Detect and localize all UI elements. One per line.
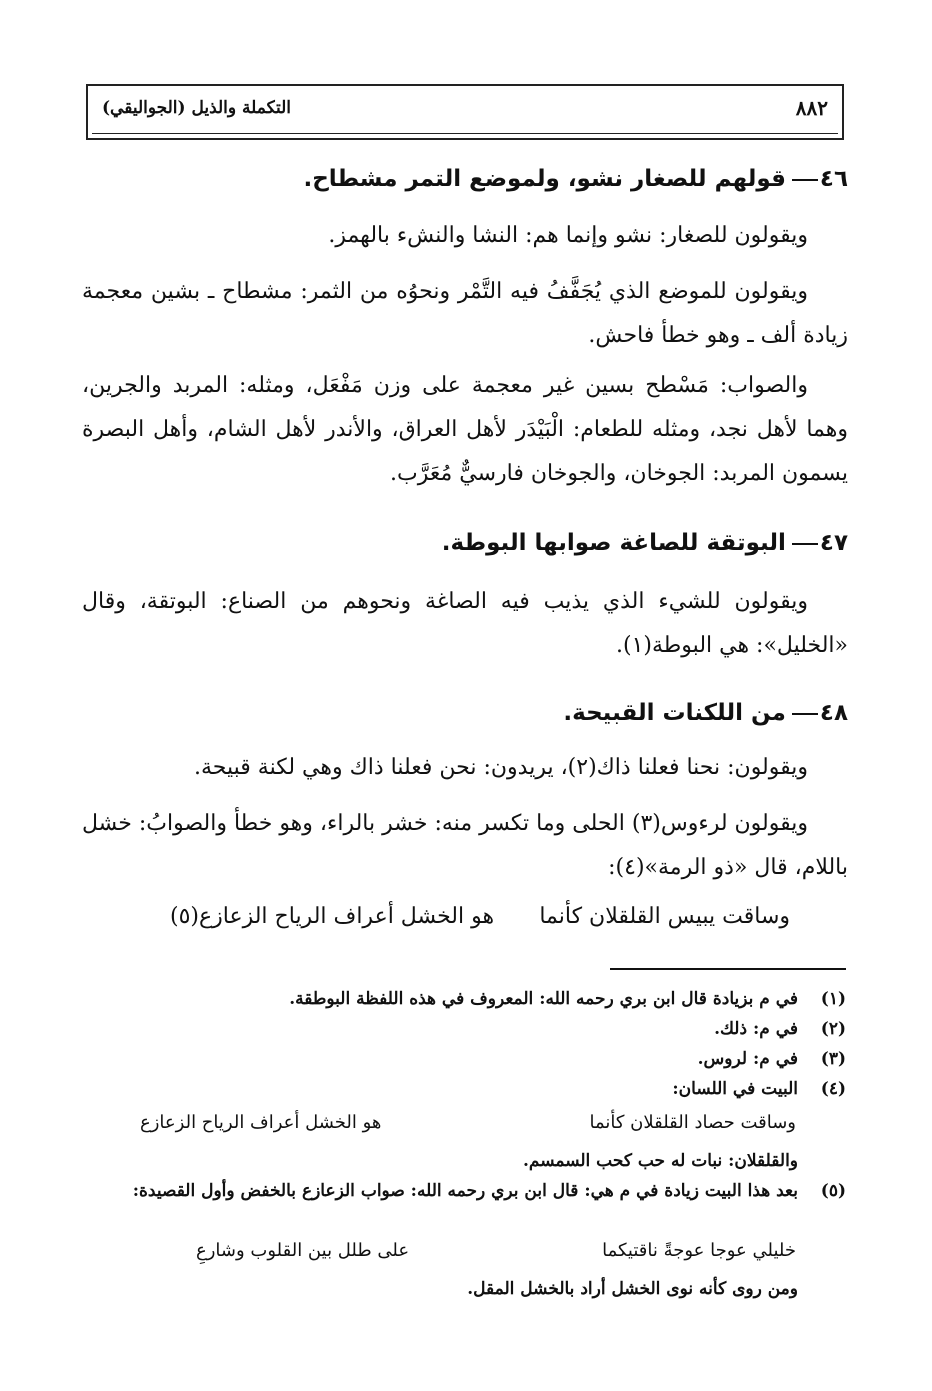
- paragraph: ويقولون لرءوس(٣) الحلى وما تكسر منه: خشر بالراء، وهو خطأ والصوابُ: خشل باللام، قال «ذو الرمة»(٤):: [81, 811, 848, 880]
- heading-dash: [792, 713, 818, 715]
- section-number: ٤٨: [819, 700, 848, 726]
- footnote-text: في م بزيادة قال ابن بري رحمه الله: المعروف في هذه اللفظة البوطقة.: [289, 989, 798, 1009]
- footnote-5-verse-second: على طلل بين القلوب وشارعِ: [196, 1240, 410, 1261]
- footnote-4-verse-first: وساقت حصاد القلقلان كأنما: [589, 1112, 796, 1133]
- footnote-5-note: ومن روى كأنه نوى الخشل أراد بالخشل المقل.: [467, 1279, 798, 1299]
- verse-second-hemistich: هو الخشل أعراف الرياح الزعازع(٥): [170, 904, 495, 929]
- page-number: ٨٨٢: [795, 96, 828, 120]
- footnote-4-note: والقلقلان: نبات له حب كحب السمسم.: [522, 1151, 798, 1171]
- footnote-number: (٣): [820, 1049, 846, 1069]
- book-title: التكملة والذيل (الجواليقي): [102, 98, 292, 118]
- section-46-heading: [82, 164, 848, 194]
- section-title: البوتقة للصاغة صوابها البوطة.: [441, 530, 786, 556]
- section-number: ٤٧: [819, 530, 848, 556]
- footnote-number: (٥): [820, 1181, 846, 1201]
- section-title: قولهم للصغار نشو، ولموضع التمر مشطاح.: [303, 166, 786, 192]
- footnote-number: (٢): [820, 1019, 846, 1039]
- paragraph: ويقولون: نحنا فعلنا ذاك(٢)، يريدون: نحن فعلنا ذاك وهي لكنة قبيحة.: [194, 755, 808, 780]
- footnote-1: [106, 986, 846, 1012]
- footnote-4-verse-second: هو الخشل أعراف الرياح الزعازع: [140, 1112, 382, 1133]
- paragraph: ويقولون للموضع الذي يُجَفَّفُ فيه التَّمْر ونحوُه من الثمر: مشطاح ـ بشين معجمة زيادة ألف ـ وهو خطأ فاحش.: [82, 279, 848, 348]
- paragraph: ويقولون للشيء الذي يذيب فيه الصاغة ونحوهم من الصناع: البوتقة، وقال «الخليل»: هي البوطة(١).: [82, 589, 848, 658]
- footnote-text: البيت في اللسان:: [672, 1079, 798, 1099]
- footnote-5-verse-first: خليلي عوجا عوجةً ناقتيكما: [602, 1240, 796, 1261]
- paragraph: والصواب: مَسْطح بسين غير معجمة على وزن مَفْعَل، ومثله: المربد والجرين، وهما لأهل نجد، ومثله للطعام: الْبَيْدَر لأهل العراق، والأندر لأهل الشام، وأهل البصرة يسمون المربد: الجوخان، والجوخان فارسيٌّ مُعَرَّب.: [82, 373, 848, 486]
- heading-dash: [792, 543, 818, 545]
- footnote-3: [106, 1046, 846, 1072]
- section-47-heading: [82, 528, 848, 558]
- footnote-5: [106, 1178, 846, 1204]
- footnote-number: (١): [820, 989, 846, 1009]
- section-title: من اللكنات القبيحة.: [563, 700, 786, 726]
- running-header: [86, 84, 844, 140]
- footnote-2: [106, 1016, 846, 1042]
- footnote-4: [106, 1076, 846, 1102]
- footnote-text: بعد هذا البيت زيادة في م هي: قال ابن بري رحمه الله: صواب الزعازع بالخفض وأول القصيدة:: [132, 1181, 798, 1201]
- footnote-separator: [610, 968, 846, 970]
- heading-dash: [792, 179, 818, 181]
- footnote-number: (٤): [820, 1079, 846, 1099]
- section-number: ٤٦: [819, 166, 848, 192]
- section-48-heading: [82, 698, 848, 728]
- footnote-text: في م: ذلك.: [714, 1019, 798, 1039]
- paragraph: ويقولون للصغار: نشو وإنما هم: النشا والنشء بالهمز.: [328, 223, 808, 248]
- footnote-text: في م: لروس.: [697, 1049, 798, 1069]
- verse-first-hemistich: وساقت يبيس القلقلان كأنما: [539, 904, 790, 929]
